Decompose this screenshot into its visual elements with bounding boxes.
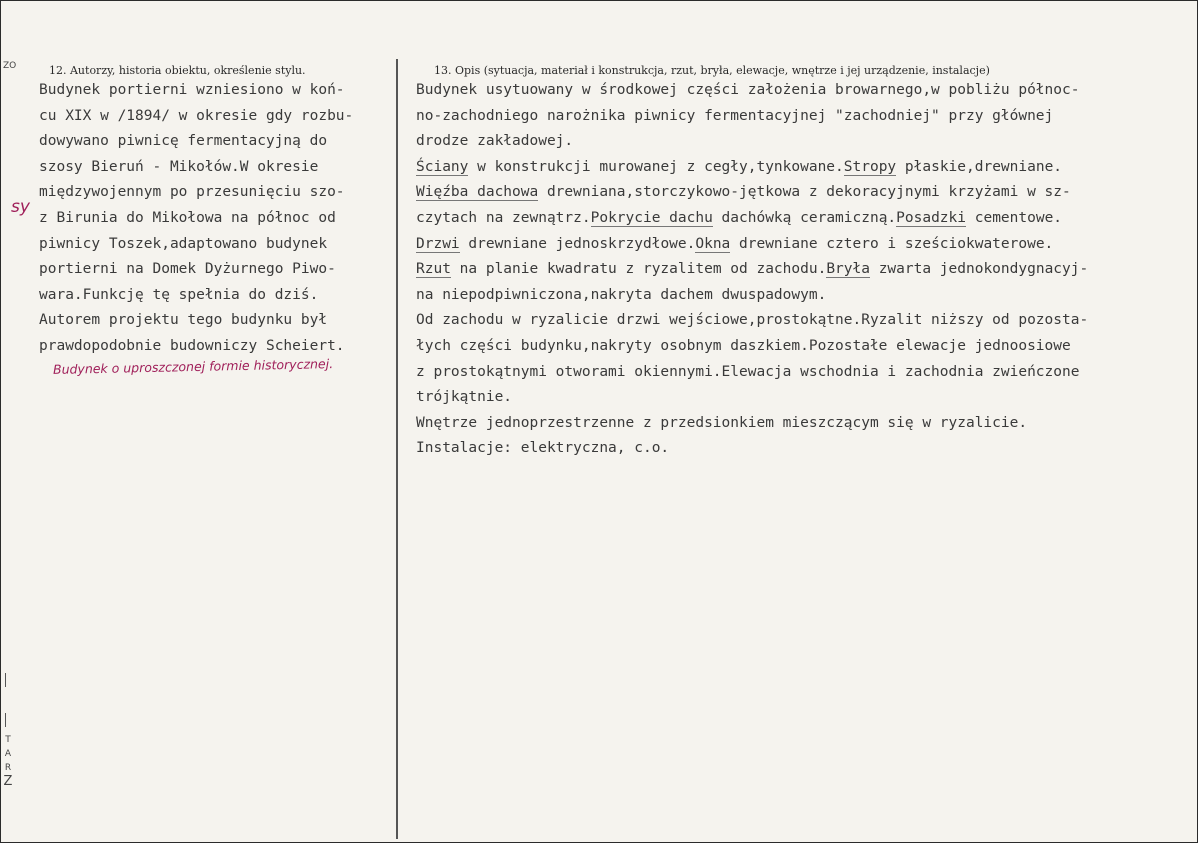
edge-tick [5, 673, 6, 687]
text-line [416, 78, 1186, 104]
text-line [416, 104, 1186, 130]
text-line: dowywano piwnicę fermentacyjną do [39, 133, 328, 150]
section-13-heading: 13. Opis (sytuacja, materiał i konstrukcja, rzut, bryła, elewacje, wnętrze i jej urządzenie, instalacje) [434, 64, 990, 77]
text-line: wara.Funkcję tę spełnia do dziś. [39, 286, 319, 303]
text-segment: w konstrukcji murowanej z cegły,tynkowane. [468, 158, 844, 175]
text-line [416, 334, 1186, 360]
text-line: Budynek portierni wzniesiono w koń- [39, 82, 345, 98]
margin-mark: sy [11, 197, 30, 217]
text-segment: płaskie,drewniane. [896, 158, 1063, 175]
text-segment: dachówką ceramiczną. [712, 209, 897, 226]
column-divider [396, 59, 398, 839]
text-line: prawdopodobnie budowniczy Scheiert. [39, 337, 345, 354]
text-line [416, 411, 1186, 437]
edge-tick [5, 713, 6, 727]
text-segment: drewniane cztero i sześciokwaterowe. [730, 235, 1054, 252]
text-line [416, 436, 1186, 462]
underlined-term: Ściany [416, 158, 469, 175]
side-letter: T [5, 735, 11, 745]
text-segment: Budynek usytuowany w środkowej części założenia browarnego,w pobliżu północ- [416, 82, 1080, 98]
text-line [416, 257, 1186, 283]
text-line [416, 180, 1186, 206]
section-12-heading: 12. Autorzy, historia obiektu, określenie stylu. [49, 64, 306, 77]
side-letters [3, 733, 13, 789]
section-13-body [416, 78, 1186, 462]
text-segment: czytach na zewnątrz. [416, 209, 591, 226]
handwritten-note: Budynek o uproszczonej formie historycznej. [52, 356, 334, 377]
underlined-term: Rzut [416, 261, 451, 278]
side-letter: A [4, 749, 12, 759]
underlined-term: Więźba dachowa [416, 184, 539, 201]
text-line [416, 129, 1186, 155]
text-segment: drewniana,storczykowo-jętkowa z dekoracyjnymi krzyżami w sz- [538, 184, 1071, 201]
underlined-term: Okna [695, 235, 731, 252]
text-segment: na niepodpiwniczona,nakryta dachem dwuspadowym. [416, 286, 827, 303]
underlined-term: Pokrycie dachu [590, 209, 713, 226]
text-segment: na planie kwadratu z ryzalitem od zachodu. [450, 261, 827, 278]
text-segment: trójkątnie. [416, 389, 513, 406]
text-line: piwnicy Toszek,adaptowano budynek [39, 235, 328, 252]
text-segment: cementowe. [966, 209, 1063, 226]
text-segment: drewniane jednoskrzydłowe. [459, 235, 696, 252]
text-line: szosy Bieruń - Mikołów.W okresie [39, 158, 319, 175]
corner-label: ZO [3, 61, 17, 71]
text-segment: Instalacje: elektryczna, c.o. [416, 440, 670, 457]
text-line [416, 283, 1186, 309]
underlined-term: Bryła [826, 261, 870, 278]
text-line: Autorem projektu tego budynku był [39, 312, 328, 329]
text-line [416, 360, 1186, 386]
text-line [416, 385, 1186, 411]
underlined-term: Stropy [843, 158, 897, 175]
text-segment: zwarta jednokondygnacyj- [869, 261, 1089, 278]
text-line: portierni na Domek Dyżurnego Piwo- [39, 261, 336, 278]
side-letter: R [4, 763, 12, 773]
text-segment: łych części budynku,nakryty osobnym daszkiem.Pozostałe elewacje jednoosiowe [416, 337, 1071, 354]
underlined-term: Posadzki [896, 209, 966, 226]
text-segment: Wnętrze jednoprzestrzenne z przedsionkiem mieszczącym się w ryzalicie. [416, 414, 1028, 431]
text-line: międzywojennym po przesunięciu szo- [39, 184, 345, 201]
text-line [416, 308, 1186, 334]
side-letter: Z [3, 774, 13, 789]
text-segment: Od zachodu w ryzalicie drzwi wejściowe,prostokątne.Ryzalit niższy od pozosta- [416, 312, 1089, 329]
text-line [416, 155, 1186, 181]
text-line [416, 232, 1186, 258]
text-segment: drodze zakładowej. [416, 133, 574, 150]
text-line: cu XIX w /1894/ w okresie gdy rozbu- [39, 107, 354, 124]
text-segment: no-zachodniego narożnika piwnicy fermentacyjnej "zachodniej" przy głównej [416, 107, 1054, 124]
text-line: z Birunia do Mikołowa na północ od [39, 209, 336, 226]
text-segment: z prostokątnymi otworami okiennymi.Elewacja wschodnia i zachodnia zwieńczone [416, 363, 1080, 380]
text-line [416, 206, 1186, 232]
section-12-body [39, 78, 394, 360]
underlined-term: Drzwi [416, 235, 460, 252]
